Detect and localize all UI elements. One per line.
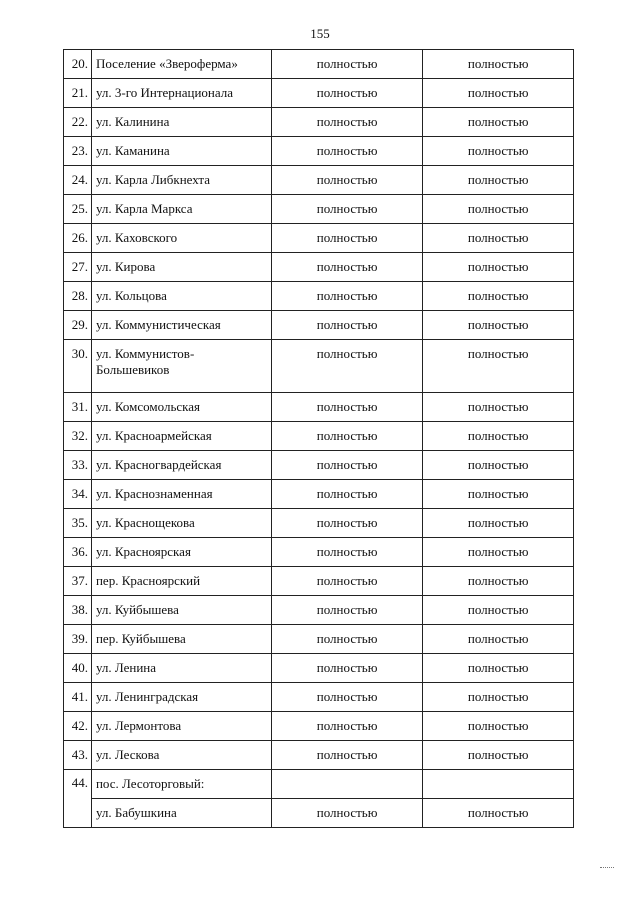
coverage-value-b: полностью — [423, 567, 574, 596]
row-number: 21. — [64, 79, 92, 108]
street-name: ул. Ленина — [91, 654, 271, 683]
table-row — [64, 224, 574, 253]
table-row — [64, 393, 574, 422]
street-name: ул. Лескова — [91, 741, 271, 770]
table-row — [64, 567, 574, 596]
row-number: 39. — [64, 625, 92, 654]
coverage-value-a: полностью — [271, 50, 423, 79]
coverage-value-b: полностью — [423, 654, 574, 683]
street-name: ул. Кольцова — [91, 282, 271, 311]
table-row — [64, 422, 574, 451]
street-name: пер. Красноярский — [91, 567, 271, 596]
coverage-value-a: полностью — [271, 683, 423, 712]
street-name: ул. Коммунистов-Большевиков — [91, 340, 271, 393]
street-name: ул. Лермонтова — [91, 712, 271, 741]
page-number: 155 — [310, 26, 330, 41]
table-row — [64, 683, 574, 712]
row-number: 24. — [64, 166, 92, 195]
coverage-value-b: полностью — [423, 480, 574, 509]
coverage-value-a: полностью — [271, 166, 423, 195]
street-name: пер. Куйбышева — [91, 625, 271, 654]
empty-cell — [271, 770, 423, 799]
table-row — [64, 712, 574, 741]
coverage-value-b: полностью — [423, 50, 574, 79]
street-name: ул. Красноярская — [91, 538, 271, 567]
coverage-value-b: полностью — [423, 625, 574, 654]
row-number: 27. — [64, 253, 92, 282]
row-number: 36. — [64, 538, 92, 567]
row-number: 34. — [64, 480, 92, 509]
row-number: 31. — [64, 393, 92, 422]
coverage-value-b: полностью — [423, 741, 574, 770]
street-name: ул. Куйбышева — [91, 596, 271, 625]
table-row — [64, 625, 574, 654]
street-name: Поселение «Звероферма» — [91, 50, 271, 79]
table-row — [64, 282, 574, 311]
coverage-value-a: полностью — [271, 712, 423, 741]
street-name: ул. Бабушкина — [91, 799, 271, 828]
row-number: 33. — [64, 451, 92, 480]
coverage-value-a: полностью — [271, 311, 423, 340]
scan-artifact — [600, 867, 614, 869]
table-body — [64, 50, 574, 828]
street-name: ул. 3-го Интернационала — [91, 79, 271, 108]
row-number: 42. — [64, 712, 92, 741]
street-name: ул. Краснощекова — [91, 509, 271, 538]
table-row — [64, 311, 574, 340]
coverage-value-b: полностью — [423, 799, 574, 828]
coverage-value-b: полностью — [423, 422, 574, 451]
row-number: 26. — [64, 224, 92, 253]
street-name: ул. Ленинградская — [91, 683, 271, 712]
row-number: 35. — [64, 509, 92, 538]
coverage-value-a: полностью — [271, 137, 423, 166]
coverage-value-b: полностью — [423, 282, 574, 311]
street-name: ул. Красноармейская — [91, 422, 271, 451]
row-number: 23. — [64, 137, 92, 166]
table-row — [64, 654, 574, 683]
table-row — [64, 166, 574, 195]
coverage-value-a: полностью — [271, 480, 423, 509]
coverage-value-a: полностью — [271, 567, 423, 596]
street-name: ул. Каманина — [91, 137, 271, 166]
coverage-value-a: полностью — [271, 625, 423, 654]
coverage-value-b: полностью — [423, 79, 574, 108]
table-row — [64, 799, 574, 828]
empty-cell — [423, 770, 574, 799]
coverage-value-a: полностью — [271, 654, 423, 683]
table-row — [64, 741, 574, 770]
row-number: 37. — [64, 567, 92, 596]
street-name: ул. Коммунистическая — [91, 311, 271, 340]
coverage-value-a: полностью — [271, 224, 423, 253]
coverage-value-b: полностью — [423, 509, 574, 538]
street-name: ул. Карла Маркса — [91, 195, 271, 224]
coverage-value-b: полностью — [423, 393, 574, 422]
table-row — [64, 108, 574, 137]
row-number: 29. — [64, 311, 92, 340]
settlement-name: пос. Лесоторговый: — [91, 770, 271, 799]
street-name: ул. Каховского — [91, 224, 271, 253]
street-name: ул. Краснознаменная — [91, 480, 271, 509]
street-name: ул. Карла Либкнехта — [91, 166, 271, 195]
coverage-value-a: полностью — [271, 253, 423, 282]
row-number: 25. — [64, 195, 92, 224]
coverage-value-b: полностью — [423, 166, 574, 195]
row-number: 20. — [64, 50, 92, 79]
row-number: 44. — [64, 770, 92, 828]
table-row — [64, 451, 574, 480]
coverage-value-a: полностью — [271, 282, 423, 311]
street-name: ул. Комсомольская — [91, 393, 271, 422]
coverage-value-b: полностью — [423, 195, 574, 224]
coverage-value-b: полностью — [423, 108, 574, 137]
coverage-value-a: полностью — [271, 596, 423, 625]
street-name: ул. Кирова — [91, 253, 271, 282]
coverage-value-b: полностью — [423, 596, 574, 625]
coverage-value-b: полностью — [423, 253, 574, 282]
coverage-value-b: полностью — [423, 311, 574, 340]
streets-table — [63, 49, 574, 828]
coverage-value-a: полностью — [271, 538, 423, 567]
coverage-value-a: полностью — [271, 393, 423, 422]
coverage-value-a: полностью — [271, 741, 423, 770]
table-row — [64, 79, 574, 108]
table-row — [64, 253, 574, 282]
coverage-value-a: полностью — [271, 79, 423, 108]
coverage-value-b: полностью — [423, 683, 574, 712]
table-row — [64, 50, 574, 79]
coverage-value-b: полностью — [423, 340, 574, 393]
table-row — [64, 480, 574, 509]
table-row — [64, 538, 574, 567]
coverage-value-a: полностью — [271, 108, 423, 137]
row-number: 30. — [64, 340, 92, 393]
table-row — [64, 509, 574, 538]
coverage-value-a: полностью — [271, 799, 423, 828]
coverage-value-b: полностью — [423, 137, 574, 166]
row-number: 41. — [64, 683, 92, 712]
table-row — [64, 195, 574, 224]
coverage-value-a: полностью — [271, 422, 423, 451]
row-number: 22. — [64, 108, 92, 137]
coverage-value-a: полностью — [271, 195, 423, 224]
row-number: 32. — [64, 422, 92, 451]
table-row — [64, 340, 574, 393]
coverage-value-b: полностью — [423, 712, 574, 741]
coverage-value-b: полностью — [423, 538, 574, 567]
table-row — [64, 137, 574, 166]
row-number: 38. — [64, 596, 92, 625]
row-number: 40. — [64, 654, 92, 683]
coverage-value-b: полностью — [423, 224, 574, 253]
row-number: 28. — [64, 282, 92, 311]
coverage-value-a: полностью — [271, 451, 423, 480]
coverage-value-a: полностью — [271, 509, 423, 538]
coverage-value-a: полностью — [271, 340, 423, 393]
coverage-value-b: полностью — [423, 451, 574, 480]
table-row-group-header — [64, 770, 574, 799]
row-number: 43. — [64, 741, 92, 770]
street-name: ул. Красногвардейская — [91, 451, 271, 480]
street-name: ул. Калинина — [91, 108, 271, 137]
table-row — [64, 596, 574, 625]
